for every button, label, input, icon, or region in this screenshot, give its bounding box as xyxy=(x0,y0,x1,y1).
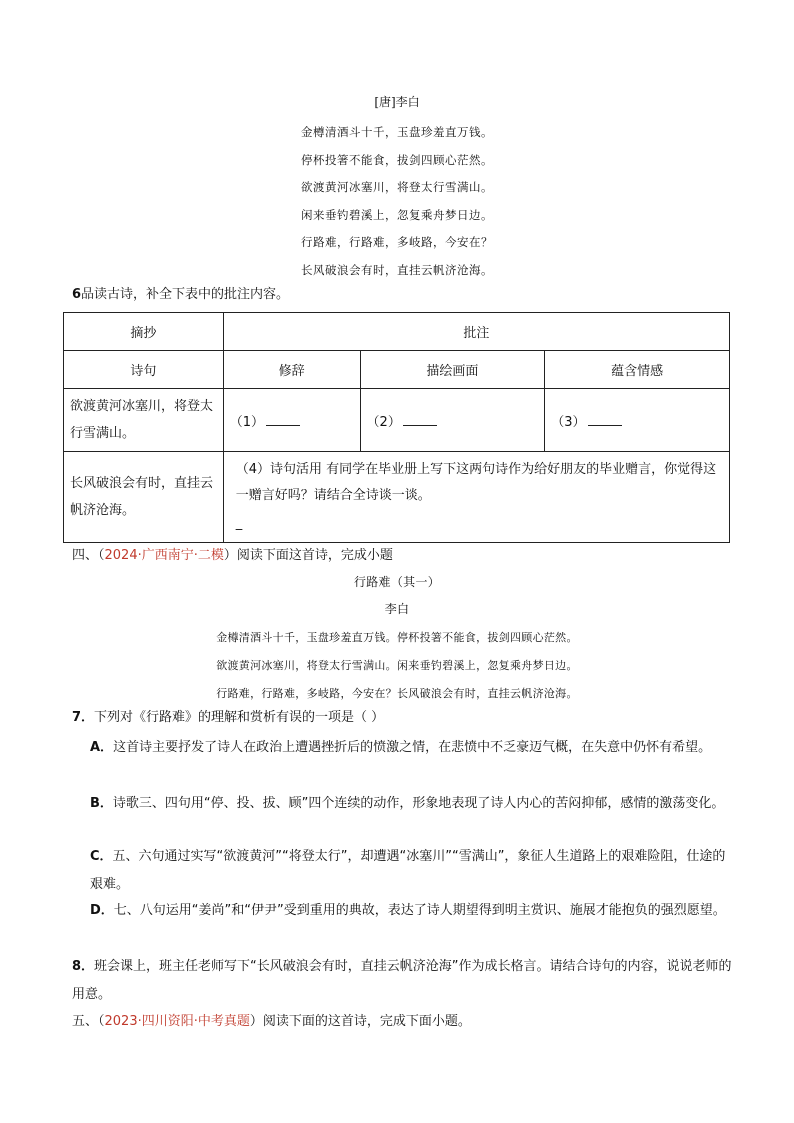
question-number: 8． xyxy=(72,959,95,974)
question-text: 品读古诗，补全下表中的批注内容。 xyxy=(81,287,290,302)
option-text: 七、八句运用“姜尚”和“伊尹”受到重用的典故，表达了诗人期望得到明主赏识、施展才能抱负的强烈愿望。 xyxy=(113,903,726,918)
question-6 xyxy=(72,286,289,304)
answer-label: （3） xyxy=(551,414,586,430)
table-row xyxy=(64,389,730,452)
poem-line: 停杯投箸不能食，拔剑四顾心茫然。 xyxy=(301,152,493,167)
option-text: 这首诗主要抒发了诗人在政治上遭遇挫折后的愤激之情，在悲愤中不乏豪迈气概，在失意中仍怀有希望。 xyxy=(113,740,712,755)
poem-line: 闲来垂钓碧溪上，忽复乘舟梦日边。 xyxy=(301,207,493,222)
option-label: C． xyxy=(90,849,113,864)
question-8 xyxy=(72,953,732,1009)
answer-cell-1[interactable] xyxy=(223,389,360,452)
poem-block-2 xyxy=(0,574,794,702)
option-text: 五、六句通过实写“欲渡黄河”“将登太行”，却遭遇“冰塞川”“雪满山”，象征人生道路上的艰难险阻，仕途的艰难。 xyxy=(90,849,726,892)
option-label: A． xyxy=(90,740,114,755)
table-header-poem-line: 诗句 xyxy=(64,351,224,389)
answer-blank[interactable] xyxy=(403,413,437,426)
section-suffix: ）阅读下面这首诗，完成小题 xyxy=(223,548,393,563)
table-row xyxy=(64,313,730,351)
section-prefix: 五、（ xyxy=(72,1014,105,1029)
answer-cell-4[interactable] xyxy=(223,452,729,543)
table-cell-poem: 长风破浪会有时，直挂云帆济沧海。 xyxy=(64,452,224,543)
question-text: 下列对《行路难》的理解和赏析有误的一项是（ ） xyxy=(94,710,385,725)
poem-block-1 xyxy=(0,93,794,288)
poem-title: 行路难（其一） xyxy=(353,575,441,589)
poem-line: 金樽清酒斗十千，玉盘珍羞直万钱。 xyxy=(301,125,493,139)
table-header-annotation: 批注 xyxy=(223,313,729,351)
option-b[interactable] xyxy=(90,790,730,818)
question-4-text: （4）诗句活用 有同学在毕业册上写下这两句诗作为给好朋友的毕业赠言，你觉得这一赠言好吗？请结合全诗谈一谈。 xyxy=(235,462,717,503)
poem-line: 欲渡黄河冰塞川，将登太行雪满山。闲来垂钓碧溪上，忽复乘舟梦日边。 xyxy=(216,659,578,672)
section-suffix: ）阅读下面的这首诗，完成下面小题。 xyxy=(249,1014,471,1029)
answer-label: （2） xyxy=(366,414,401,430)
option-label: B． xyxy=(90,796,113,811)
option-a[interactable] xyxy=(90,734,730,762)
option-text: 诗歌三、四句用“停、投、拔、顾”四个连续的动作，形象地表现了诗人内心的苦闷抑郁，感情的激荡变化。 xyxy=(112,796,725,811)
question-text: 班会课上，班主任老师写下“长风破浪会有时，直挂云帆济沧海”作为成长格言。请结合诗句的内容，说说老师的用意。 xyxy=(72,959,732,1002)
poem-line: 行路难，行路难，多岐路，今安在？长风破浪会有时，直挂云帆济沧海。 xyxy=(216,687,578,700)
question-7-stem xyxy=(72,708,732,728)
table-cell-poem: 欲渡黄河冰塞川，将登太行雪满山。 xyxy=(64,389,224,452)
poem-line: 金樽清酒斗十千，玉盘珍羞直万钱。停杯投箸不能食，拔剑四顾心茫然。 xyxy=(216,631,578,644)
section-5-heading xyxy=(72,1013,471,1031)
table-header-emotion: 蕴含情感 xyxy=(545,351,730,389)
table-header-excerpt: 摘抄 xyxy=(64,313,224,351)
table-header-rhetoric: 修辞 xyxy=(223,351,360,389)
annotation-table xyxy=(63,312,730,543)
answer-label: （1） xyxy=(229,414,265,430)
answer-blank[interactable] xyxy=(588,413,622,426)
poem-line: 长风破浪会有时，直挂云帆济沧海。 xyxy=(301,262,493,277)
option-label: D． xyxy=(90,903,114,918)
table-header-scene: 描绘画面 xyxy=(360,351,545,389)
option-c[interactable] xyxy=(90,843,730,899)
answer-blank[interactable] xyxy=(266,413,300,426)
answer-cell-3[interactable] xyxy=(545,389,730,452)
question-number: 6 xyxy=(72,287,82,302)
table-row xyxy=(64,452,730,543)
poem-line: 行路难，行路难，多岐路，今安在？ xyxy=(301,235,493,249)
option-d[interactable] xyxy=(90,897,730,925)
answer-blank[interactable]: _ xyxy=(235,516,243,531)
poem-author: [唐]李白 xyxy=(374,95,420,109)
answer-cell-2[interactable] xyxy=(360,389,545,452)
section-4-heading xyxy=(72,547,393,565)
poem-author: 李白 xyxy=(384,602,410,616)
source-tag: 2024·广西南宁·二模 xyxy=(104,548,224,563)
source-tag: 2023·四川资阳·中考真题 xyxy=(104,1014,250,1029)
section-prefix: 四、（ xyxy=(72,548,105,563)
table-row xyxy=(64,351,730,389)
poem-line: 欲渡黄河冰塞川，将登太行雪满山。 xyxy=(301,180,493,194)
question-number: 7． xyxy=(72,710,95,725)
